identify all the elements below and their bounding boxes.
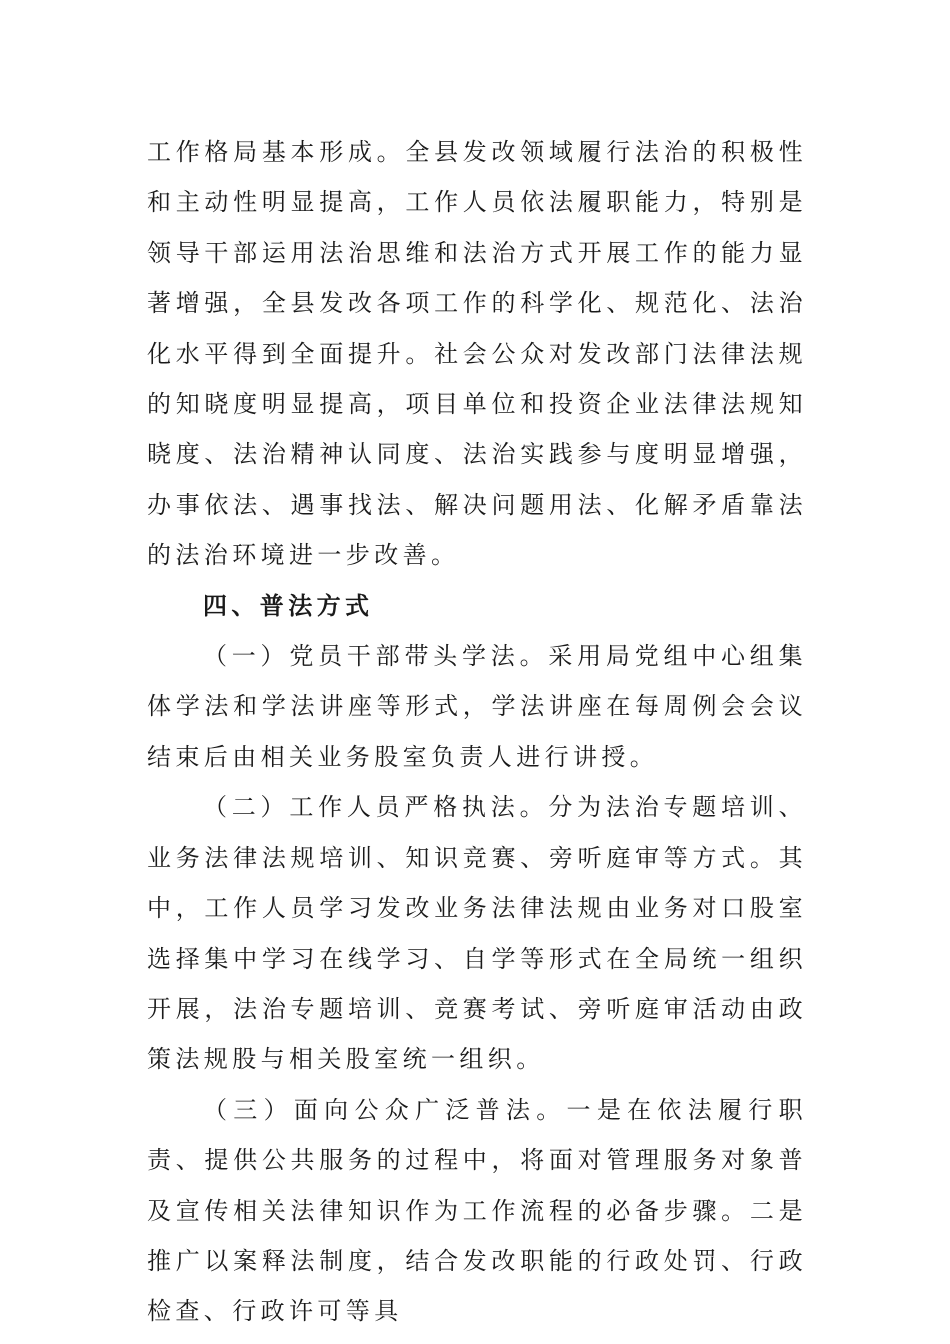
paragraph-continuation: 工作格局基本形成。全县发改领域履行法治的积极性和主动性明显提高，工作人员依法履职能力，特别是领导干部运用法治思维和法治方式开展工作的能力显著增强，全县发改各项工作的科学化、规范化、法治化水平得到全面提升。社会公众对发改部门法律法规的知晓度明显提高，项目单位和投资企业法律法规知晓度、法治精神认同度、法治实践参与度明显增强，办事依法、遇事找法、解决问题用法、化解矛盾靠法的法治环境进一步改善。	[147, 138, 807, 570]
section-heading-four: 四、普法方式	[203, 591, 374, 620]
document-body	[147, 127, 807, 1337]
paragraph-item-two: （二）工作人员严格执法。分为法治专题培训、业务法律法规培训、知识竞赛、旁听庭审等方式。其中，工作人员学习发改业务法律法规由业务对口股室选择集中学习在线学习、自学等形式在全局统一组织开展，法治专题培训、竞赛考试、旁听庭审活动由政策法规股与相关股室统一组织。	[147, 793, 807, 1074]
paragraph-item-three: （三）面向公众广泛普法。一是在依法履行职责、提供公共服务的过程中，将面对管理服务对象普及宣传相关法律知识作为工作流程的必备步骤。二是推广以案释法制度，结合发改职能的行政处罚、行政检查、行政许可等具	[147, 1095, 807, 1326]
paragraph-item-one: （一）党员干部带头学法。采用局党组中心组集体学法和学法讲座等形式，学法讲座在每周例会会议结束后由相关业务股室负责人进行讲授。	[147, 642, 807, 771]
